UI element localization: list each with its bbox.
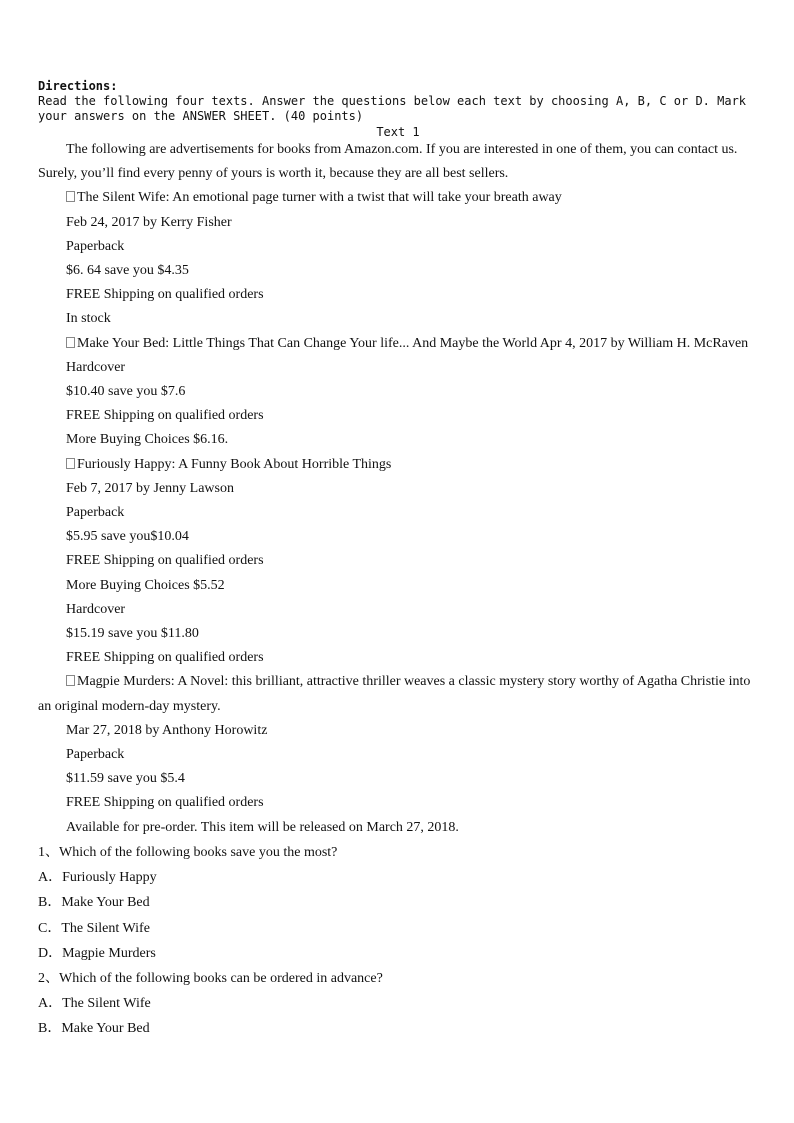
text-1-intro: The following are advertisements for books from Amazon.com. If you are interested in one of them, you can contact us. Surely, you’ll find every penny of yours is worth it, because they are all best sellers. — [38, 142, 738, 182]
book-availability: Available for pre-order. This item will be released on March 27, 2018. — [66, 819, 459, 835]
question-option: B．Make Your Bed — [38, 1021, 150, 1037]
book-title: Make Your Bed: Little Things That Can Change Your life... And Maybe the World Apr 4, 2017 by William H. McRaven — [77, 335, 749, 351]
question-option: B．Make Your Bed — [38, 895, 150, 911]
book-title-line — [38, 453, 760, 477]
book-format: Paperback — [66, 238, 125, 254]
missing-glyph-icon — [66, 458, 75, 469]
book-price: $6. 64 save you $4.35 — [66, 263, 189, 279]
book-title: Magpie Murders: A Novel: this brilliant, attractive thriller weaves a classic mystery story worthy of Agatha Christie into an original modern-day mystery. — [38, 674, 751, 714]
question-option: A．Furiously Happy — [38, 870, 157, 886]
book-price: $15.19 save you $11.80 — [66, 626, 199, 642]
text-1-body — [38, 138, 760, 1042]
book-title-line — [38, 332, 760, 356]
book-date-author: Feb 7, 2017 by Jenny Lawson — [66, 480, 234, 496]
book-format: Hardcover — [66, 359, 126, 375]
book-format: Hardcover — [66, 601, 126, 617]
book-shipping: FREE Shipping on qualified orders — [66, 287, 264, 303]
directions-text-line-2: your answers on the ANSWER SHEET. (40 points) — [38, 109, 364, 123]
book-shipping: FREE Shipping on qualified orders — [66, 553, 264, 569]
missing-glyph-icon — [66, 337, 75, 348]
book-price: $5.95 save you$10.04 — [66, 529, 189, 545]
book-title: The Silent Wife: An emotional page turner with a twist that will take your breath away — [77, 190, 562, 206]
directions-text-line-1: Read the following four texts. Answer the questions below each text by choosing A, B, C or D. Mark — [38, 94, 747, 108]
directions-title: Directions: — [38, 79, 118, 93]
question-stem: 2、Which of the following books can be ordered in advance? — [38, 970, 383, 986]
book-buying-choices: More Buying Choices $5.52 — [66, 577, 225, 593]
question-option: A．The Silent Wife — [38, 996, 151, 1012]
book-buying-choices: More Buying Choices $6.16. — [66, 432, 229, 448]
question-option: C．The Silent Wife — [38, 920, 150, 936]
book-price: $10.40 save you $7.6 — [66, 384, 186, 400]
book-date-author: Feb 24, 2017 by Kerry Fisher — [66, 214, 232, 230]
text-1-title: Text 1 — [376, 125, 420, 139]
book-title-line — [38, 670, 760, 718]
book-format: Paperback — [66, 747, 125, 763]
missing-glyph-icon — [66, 191, 75, 202]
book-format: Paperback — [66, 505, 125, 521]
book-title: Furiously Happy: A Funny Book About Horrible Things — [77, 456, 392, 472]
missing-glyph-icon — [66, 675, 75, 686]
book-shipping: FREE Shipping on qualified orders — [66, 650, 264, 666]
book-availability: In stock — [66, 311, 111, 327]
book-shipping: FREE Shipping on qualified orders — [66, 795, 264, 811]
question-stem: 1、Which of the following books save you the most? — [38, 844, 338, 860]
book-price: $11.59 save you $5.4 — [66, 771, 185, 787]
directions-block — [38, 79, 758, 140]
book-shipping: FREE Shipping on qualified orders — [66, 408, 264, 424]
question-option: D．Magpie Murders — [38, 945, 156, 961]
book-title-line — [38, 186, 760, 210]
book-date-author: Mar 27, 2018 by Anthony Horowitz — [66, 722, 268, 738]
